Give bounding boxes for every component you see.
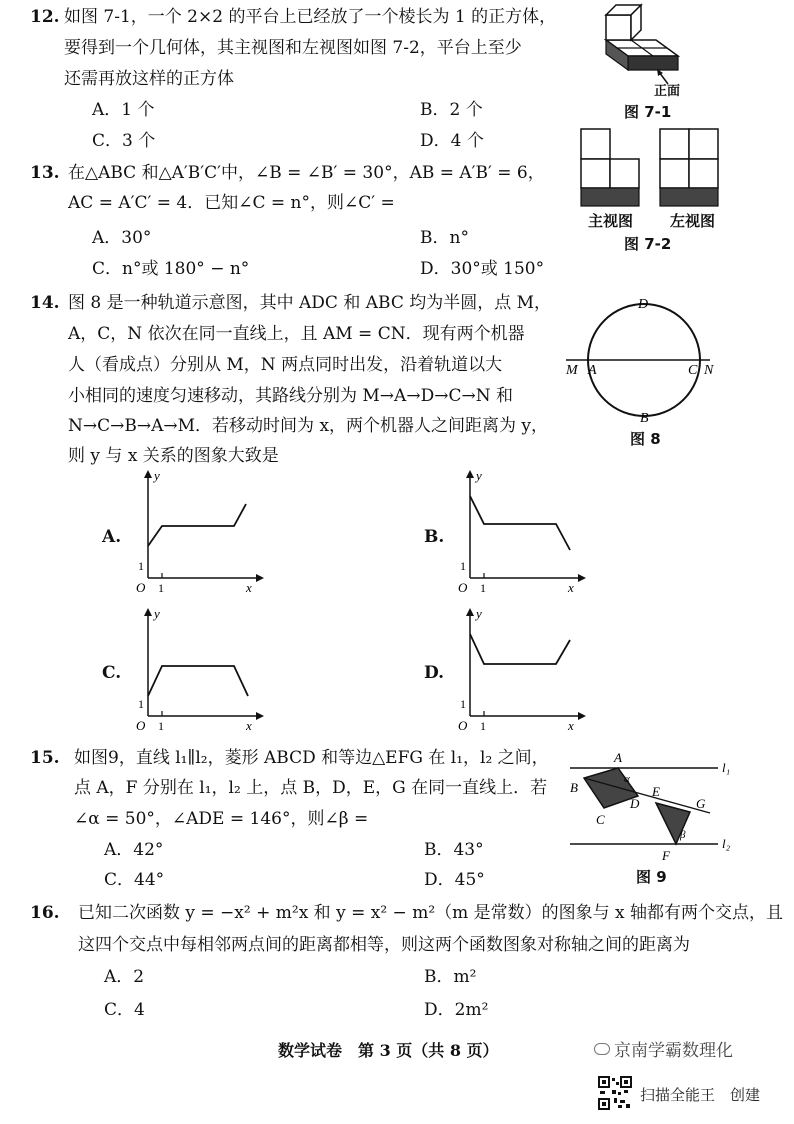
question-14-number: 14. (30, 293, 60, 313)
q14-option-a-letter: A. (102, 527, 122, 547)
question-12-line-1: 如图 7-1，一个 2×2 的平台上已经放了一个棱长为 1 的正方体， (64, 7, 557, 27)
svg-text:x: x (568, 718, 574, 733)
figure-7-2-views (576, 124, 726, 210)
scanner-credit: 扫描全能王 创建 (640, 1086, 761, 1104)
figure-7-1-front-label: 正面 (654, 84, 681, 99)
page-footer: 数学试卷 第 3 页（共 8 页） (278, 1041, 499, 1060)
question-16-option-d: D．2m² (424, 1000, 489, 1020)
figure-8-label-n: N (704, 363, 714, 378)
svg-text:x: x (568, 580, 574, 595)
figure-9-caption: 图 9 (636, 868, 667, 886)
svg-text:x: x (246, 580, 252, 595)
qr-code-icon (598, 1076, 632, 1110)
svg-text:α: α (624, 773, 630, 785)
svg-text:G: G (696, 796, 706, 811)
svg-text:A: A (614, 750, 622, 765)
svg-text:β: β (680, 829, 686, 841)
svg-text:B: B (570, 780, 578, 795)
question-15-line-2: 点 A，F 分别在 l₁，l₂ 上，点 B，D，E，G 在同一直线上．若 (74, 778, 548, 798)
wechat-icon (594, 1043, 610, 1055)
question-13-number: 13. (30, 163, 60, 183)
figure-8-label-m: M (566, 363, 578, 378)
watermark (594, 1036, 733, 1061)
svg-text:E: E (652, 784, 660, 799)
question-15-option-d: D．45° (424, 870, 485, 890)
question-15-option-b: B．43° (424, 840, 484, 860)
svg-text:y: y (476, 468, 482, 483)
question-12-option-c: C．3 个 (92, 131, 156, 151)
question-13-option-d: D．30°或 150° (420, 259, 545, 279)
q14-graph-d (450, 604, 590, 734)
svg-text:O: O (136, 580, 146, 595)
figure-8-label-a: A (588, 363, 597, 378)
question-13-line-2: AC = A′C′ = 4．已知∠C = n°，则∠C′ = (68, 193, 395, 213)
svg-text:F: F (662, 848, 670, 863)
svg-text:1: 1 (480, 581, 486, 595)
q14-graph-b (450, 466, 590, 596)
question-14-line-2: A，C，N 依次在同一直线上，且 AM = CN．现有两个机器 (68, 324, 525, 344)
question-12-number: 12. (30, 7, 60, 27)
svg-text:1: 1 (158, 719, 164, 733)
svg-text:O: O (136, 718, 146, 733)
figure-8-label-d: D (638, 297, 649, 312)
svg-text:C: C (596, 812, 605, 827)
question-13-option-c: C．n°或 180° − n° (92, 259, 250, 279)
svg-text:D: D (630, 796, 640, 811)
question-16-option-c: C．4 (104, 1000, 145, 1020)
q14-option-b-letter: B. (424, 527, 445, 547)
figure-7-2-left-view-label: 左视图 (670, 212, 716, 230)
question-15-option-c: C．44° (104, 870, 165, 890)
question-13-line-1: 在△ABC 和△A′B′C′中，∠B = ∠B′ = 30°，AB = A′B′ = 6， (68, 163, 545, 183)
question-14-line-3: 人（看成点）分别从 M，N 两点同时出发，沿着轨道以大 (68, 355, 503, 375)
figure-8-label-c: C (688, 363, 698, 378)
svg-text:y: y (154, 468, 160, 483)
svg-text:1: 1 (460, 559, 466, 573)
figure-7-1-cube-platform (596, 0, 696, 96)
question-12-option-a: A．1 个 (92, 100, 155, 120)
question-14-line-4: 小相同的速度匀速移动，其路线分别为 M→A→D→C→N 和 (68, 386, 513, 406)
svg-text:O: O (458, 580, 468, 595)
question-16-option-b: B．m² (424, 967, 477, 987)
question-13-option-b: B．n° (420, 228, 469, 248)
question-14-line-6: 则 y 与 x 关系的图象大致是 (68, 446, 279, 466)
svg-text:O: O (458, 718, 468, 733)
svg-text:1: 1 (460, 697, 466, 711)
question-14-line-5: N→C→B→A→M．若移动时间为 x，两个机器人之间距离为 y， (68, 416, 549, 436)
svg-text:x: x (246, 718, 252, 733)
watermark-text: 京南学霸数理化 (614, 1041, 733, 1061)
svg-text:1: 1 (138, 559, 144, 573)
question-12-line-3: 还需再放这样的正方体 (64, 69, 234, 89)
figure-8-caption: 图 8 (630, 430, 661, 448)
question-16-number: 16. (30, 903, 60, 923)
figure-8-track (558, 290, 718, 422)
question-12-option-b: B．2 个 (420, 100, 483, 120)
question-14-line-1: 图 8 是一种轨道示意图，其中 ADC 和 ABC 均为半圆，点 M， (68, 293, 552, 313)
question-13-option-a: A．30° (92, 228, 152, 248)
question-16-line-1: 已知二次函数 y = −x² + m²x 和 y = x² − m²（m 是常数）的图象与 x 轴都有两个交点，且 (78, 903, 784, 923)
q14-option-d-letter: D. (424, 663, 445, 683)
svg-text:1: 1 (138, 697, 144, 711)
q14-graph-a (128, 466, 268, 596)
question-12-option-d: D．4 个 (420, 131, 484, 151)
svg-text:y: y (476, 606, 482, 621)
question-15-number: 15. (30, 748, 60, 768)
question-16-line-2: 这四个交点中每相邻两点间的距离都相等，则这两个函数图象对称轴之间的距离为 (78, 935, 690, 955)
svg-text:1: 1 (480, 719, 486, 733)
svg-text:l₁: l₁ (722, 760, 731, 775)
question-15-option-a: A．42° (104, 840, 164, 860)
svg-text:1: 1 (158, 581, 164, 595)
figure-7-1-caption: 图 7-1 (624, 103, 672, 121)
question-15-line-3: ∠α = 50°，∠ADE = 146°，则∠β = (74, 809, 369, 829)
svg-text:l₂: l₂ (722, 836, 731, 851)
figure-9-rhombus-triangle (560, 748, 740, 868)
question-12-line-2: 要得到一个几何体，其主视图和左视图如图 7-2，平台上至少 (64, 38, 522, 58)
question-16-option-a: A．2 (104, 967, 145, 987)
figure-7-2-caption: 图 7-2 (624, 235, 672, 253)
figure-7-2-main-view-label: 主视图 (588, 212, 634, 230)
q14-graph-c (128, 604, 268, 734)
svg-text:y: y (154, 606, 160, 621)
q14-option-c-letter: C. (102, 663, 122, 683)
question-15-line-1: 如图9，直线 l₁∥l₂，菱形 ABCD 和等边△EFG 在 l₁，l₂ 之间， (74, 748, 549, 768)
figure-8-label-b: B (640, 411, 649, 422)
